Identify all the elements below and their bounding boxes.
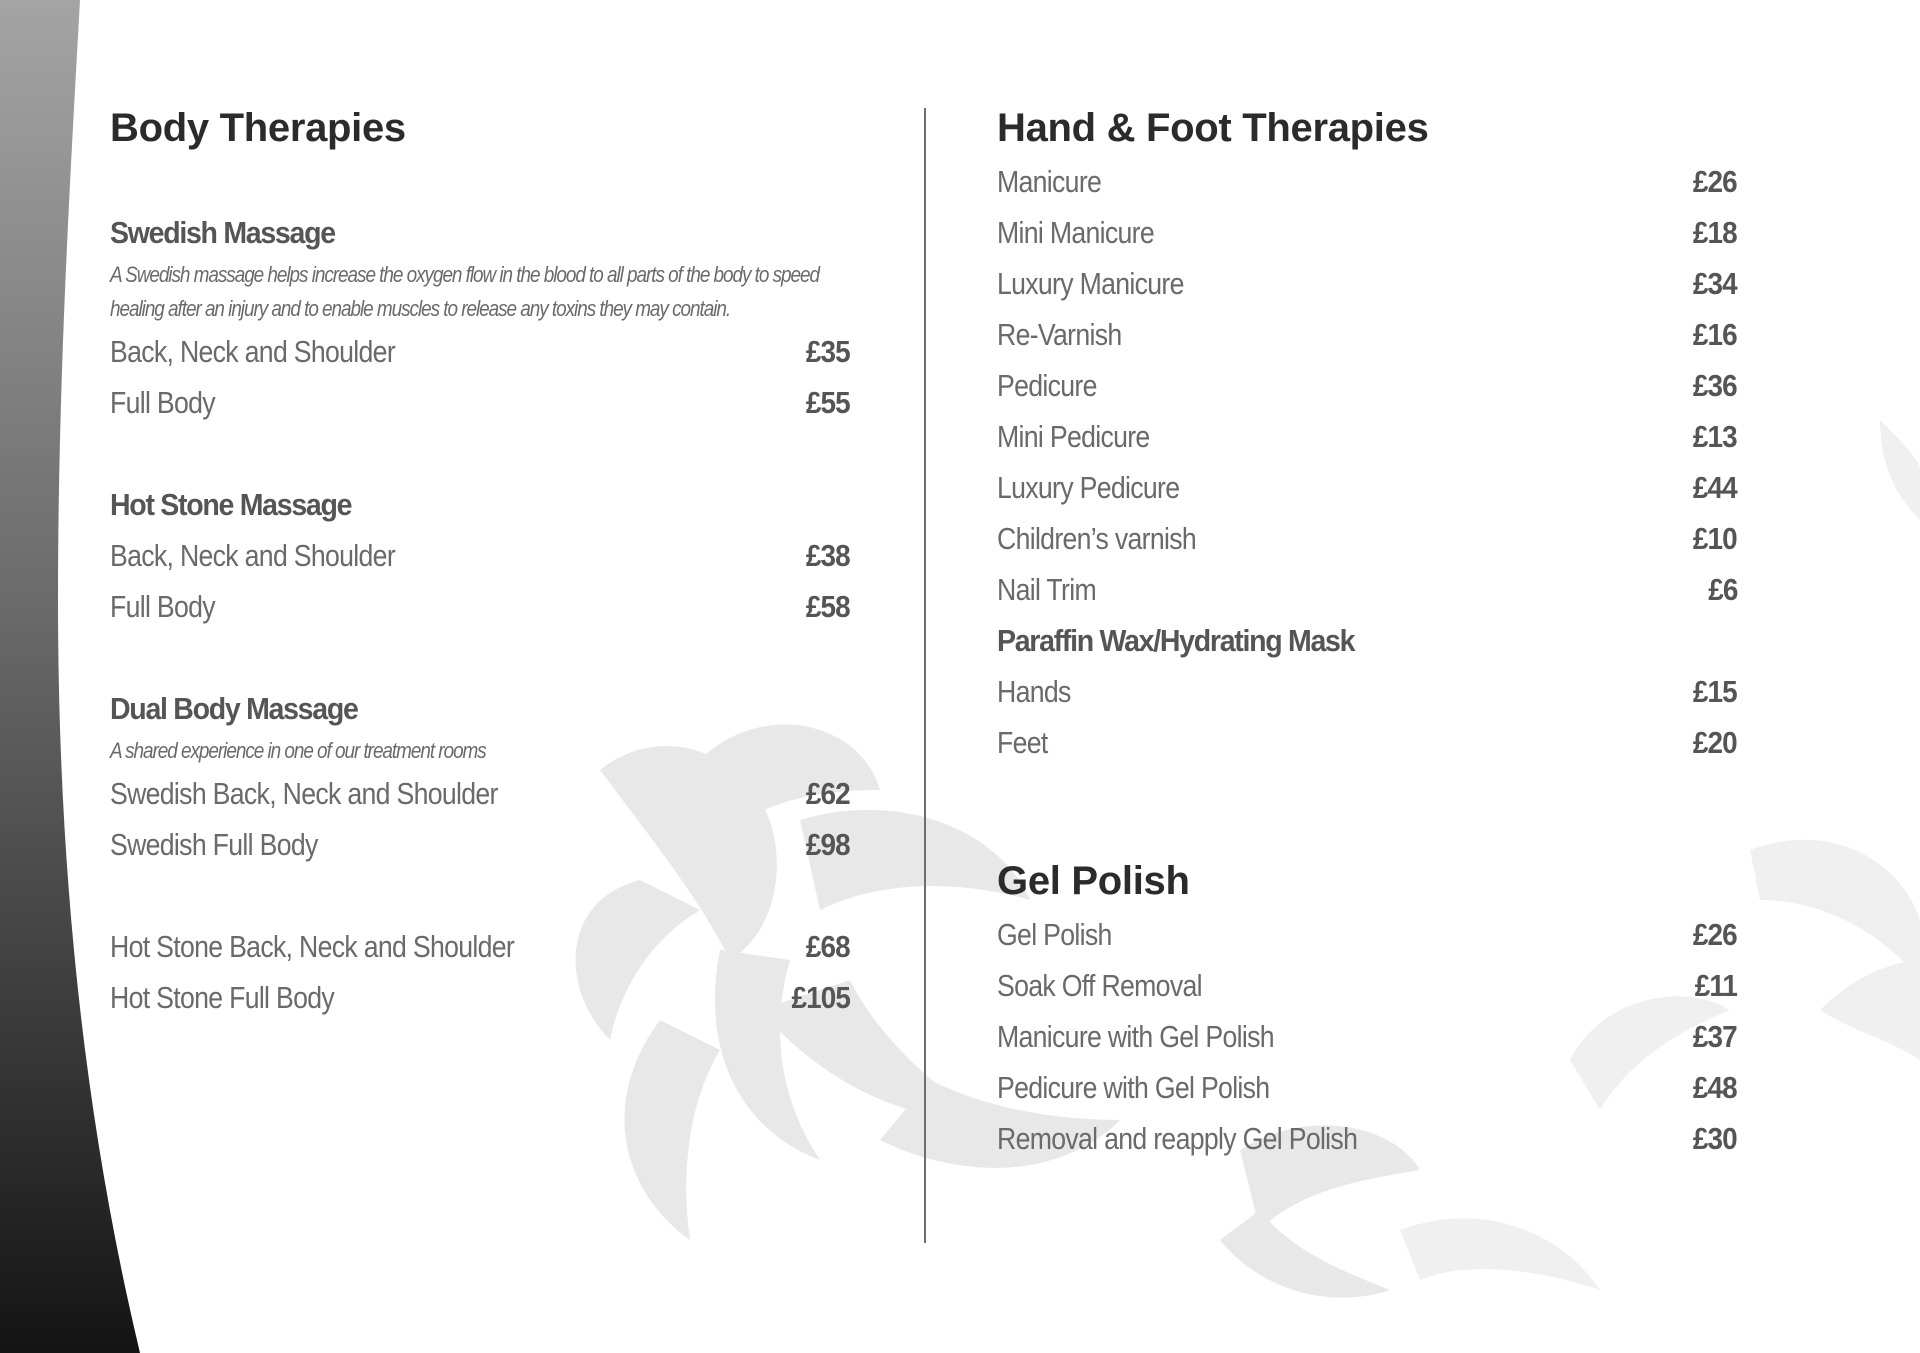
item-price: £44 [1693, 469, 1737, 505]
item-price: £98 [806, 826, 850, 862]
price-row [110, 581, 850, 632]
dual-body-massage-title: Dual Body Massage [110, 691, 358, 726]
hot-stone-massage-title: Hot Stone Massage [110, 487, 352, 522]
item-label: Luxury Pedicure [997, 469, 1180, 505]
column-divider [924, 108, 926, 1243]
price-row [997, 1011, 1737, 1062]
item-price: £35 [806, 333, 850, 369]
price-row [997, 909, 1737, 960]
item-label: Mini Pedicure [997, 418, 1150, 454]
price-row [110, 530, 850, 581]
paraffin-title: Paraffin Wax/Hydrating Mask [997, 623, 1355, 658]
swedish-massage-title: Swedish Massage [110, 215, 335, 250]
gel-polish-section [997, 853, 1737, 1164]
item-price: £55 [806, 384, 850, 420]
item-label: Nail Trim [997, 571, 1096, 607]
item-price: £10 [1693, 520, 1737, 556]
price-row [110, 972, 850, 1023]
item-label: Full Body [110, 588, 215, 624]
item-price: £26 [1693, 163, 1737, 199]
price-row [110, 921, 850, 972]
item-price: £62 [806, 775, 850, 811]
item-label: Manicure with Gel Polish [997, 1018, 1274, 1054]
price-row [997, 564, 1737, 615]
price-row [997, 360, 1737, 411]
item-price: £6 [1707, 571, 1737, 607]
item-label: Back, Neck and Shoulder [110, 537, 396, 573]
price-row [997, 1062, 1737, 1113]
item-price: £11 [1694, 967, 1737, 1003]
price-row [997, 309, 1737, 360]
item-label: Children’s varnish [997, 520, 1197, 556]
swedish-massage-description-line1: A Swedish massage helps increase the oxygen flow in the blood to all parts of the body to speed [110, 262, 820, 287]
item-price: £36 [1693, 367, 1737, 403]
item-price: £30 [1693, 1120, 1737, 1156]
item-label: Full Body [110, 384, 215, 420]
item-label: Gel Polish [997, 916, 1112, 952]
price-row [997, 258, 1737, 309]
price-row [110, 768, 850, 819]
item-price: £37 [1693, 1018, 1737, 1054]
item-label: Hands [997, 673, 1071, 709]
item-label: Pedicure [997, 367, 1097, 403]
hand-foot-column [997, 100, 1737, 1164]
price-row [110, 377, 850, 428]
item-price: £16 [1693, 316, 1737, 352]
price-row [997, 411, 1737, 462]
gel-polish-title: Gel Polish [997, 859, 1190, 903]
item-price: £105 [791, 979, 850, 1015]
swedish-massage-section [110, 207, 850, 428]
price-row [997, 960, 1737, 1011]
item-price: £13 [1693, 418, 1737, 454]
item-price: £15 [1693, 673, 1737, 709]
item-label: Pedicure with Gel Polish [997, 1069, 1270, 1105]
dual-body-massage-section [110, 683, 850, 1023]
price-row [997, 666, 1737, 717]
item-label: Feet [997, 724, 1048, 760]
item-label: Re-Varnish [997, 316, 1122, 352]
price-row [997, 462, 1737, 513]
price-row [997, 1113, 1737, 1164]
body-therapies-column [110, 100, 850, 1023]
hot-stone-massage-section [110, 479, 850, 632]
price-row [110, 326, 850, 377]
item-price: £58 [806, 588, 850, 624]
item-label: Swedish Back, Neck and Shoulder [110, 775, 498, 811]
dual-body-massage-description: A shared experience in one of our treatment rooms [110, 738, 486, 763]
item-label: Luxury Manicure [997, 265, 1184, 301]
item-price: £18 [1693, 214, 1737, 250]
item-price: £34 [1693, 265, 1737, 301]
hand-foot-list [997, 156, 1737, 615]
item-label: Hot Stone Back, Neck and Shoulder [110, 928, 515, 964]
item-price: £38 [806, 537, 850, 573]
price-row [997, 513, 1737, 564]
price-row [110, 819, 850, 870]
item-price: £68 [806, 928, 850, 964]
item-label: Hot Stone Full Body [110, 979, 335, 1015]
price-row [997, 207, 1737, 258]
price-row [997, 156, 1737, 207]
item-label: Back, Neck and Shoulder [110, 333, 396, 369]
body-therapies-title: Body Therapies [110, 106, 406, 150]
item-price: £26 [1693, 916, 1737, 952]
paraffin-section [997, 615, 1737, 768]
item-label: Removal and reapply Gel Polish [997, 1120, 1358, 1156]
item-label: Manicure [997, 163, 1102, 199]
item-price: £20 [1693, 724, 1737, 760]
item-label: Soak Off Removal [997, 967, 1202, 1003]
item-price: £48 [1693, 1069, 1737, 1105]
swedish-massage-description-line2: healing after an injury and to enable muscles to release any toxins they may contain. [110, 296, 731, 321]
item-label: Mini Manicure [997, 214, 1155, 250]
item-label: Swedish Full Body [110, 826, 318, 862]
hand-foot-therapies-title: Hand & Foot Therapies [997, 106, 1429, 150]
price-row [997, 717, 1737, 768]
